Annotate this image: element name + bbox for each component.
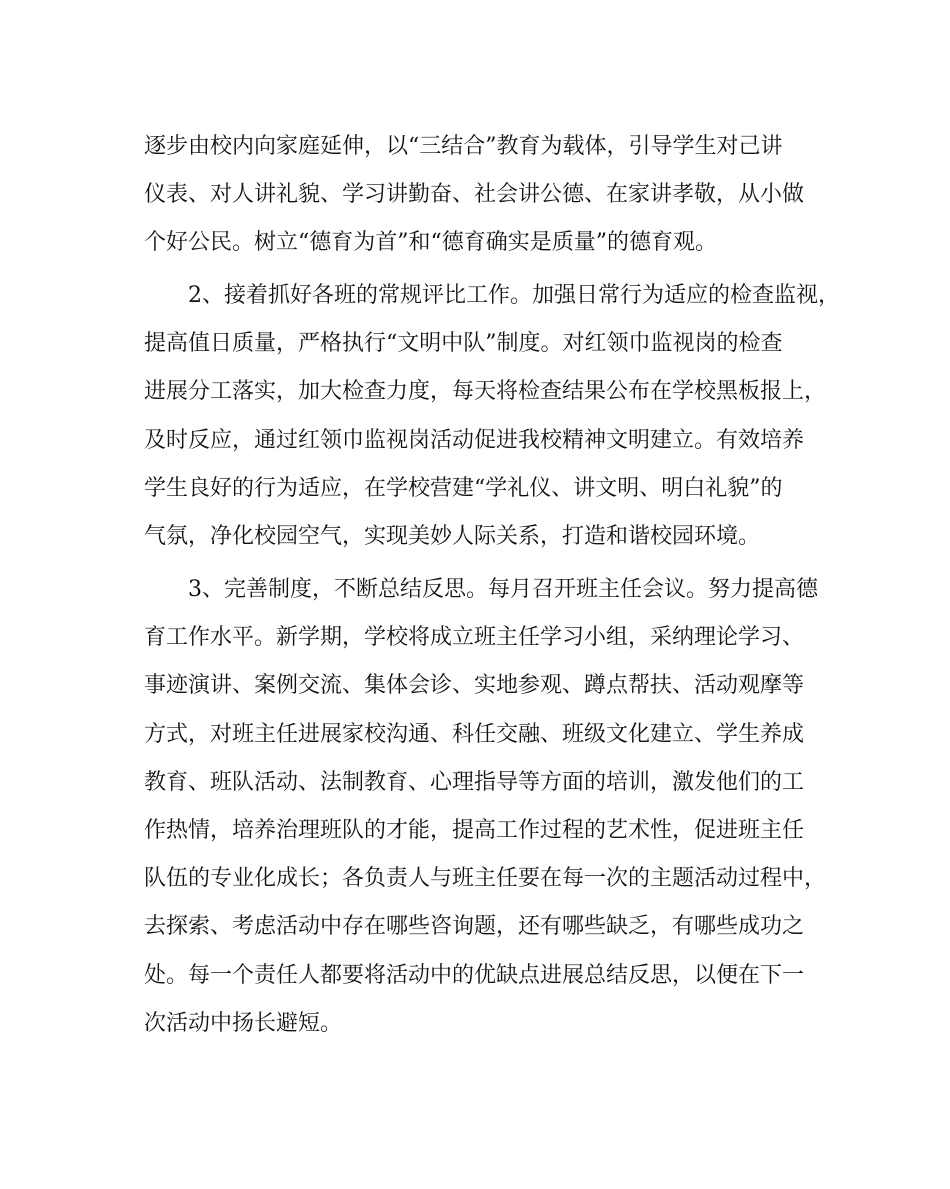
paragraph-3-first-line: 3、完善制度，不断总结反思。每月召开班主任会议。努力提高德	[188, 577, 818, 602]
text-line-5: 提高值日质量，严格执行“文明中队”制度。对红领巾监视岗的检查	[144, 331, 783, 356]
text-line-3: 个好公民。树立“德育为首”和“德育确实是质量”的德育观。	[144, 230, 717, 255]
text-line-1: 逐步由校内向家庭延伸，以“三结合”教育为载体，引导学生对己讲	[144, 134, 783, 159]
text-line-12: 事迹演讲、案例交流、集体会诊、实地参观、蹲点帮扶、活动观摩等	[144, 673, 805, 698]
text-line-14: 教育、班队活动、法制教育、心理指导等方面的培训，激发他们的工	[144, 770, 805, 795]
text-line-17: 去探索、考虑活动中存在哪些咨询题，还有哪些缺乏，有哪些成功之	[144, 914, 805, 939]
text-line-7: 及时反应，通过红领巾监视岗活动促进我校精神文明建立。有效培养	[144, 428, 805, 453]
text-line-11: 育工作水平。新学期，学校将成立班主任学习小组，采纳理论学习、	[144, 625, 805, 650]
paragraph-2-first-line: 2、接着抓好各班的常规评比工作。加强日常行为适应的检查监视，	[188, 283, 840, 308]
text-line-15: 作热情，培养治理班队的才能，提高工作过程的艺术性，促进班主任	[144, 818, 805, 843]
text-line-16: 队伍的专业化成长；各负责人与班主任要在每一次的主题活动过程中，	[144, 866, 827, 891]
text-line-13: 方式，对班主任进展家校沟通、科任交融、班级文化建立、学生养成	[144, 722, 805, 747]
text-line-8: 学生良好的行为适应，在学校营建“学礼仪、讲文明、明白礼貌”的	[144, 476, 783, 501]
text-line-9: 气氛，净化校园空气，实现美妙人际关系，打造和谐校园环境。	[144, 524, 761, 549]
text-line-18: 处。每一个责任人都要将活动中的优缺点进展总结反思，以便在下一	[144, 963, 805, 988]
text-line-2: 仪表、对人讲礼貌、学习讲勤奋、社会讲公德、在家讲孝敬，从小做	[144, 182, 805, 207]
text-line-6: 进展分工落实，加大检查力度，每天将检查结果公布在学校黑板报上，	[144, 379, 827, 404]
text-line-19: 次活动中扬长避短。	[144, 1011, 343, 1036]
